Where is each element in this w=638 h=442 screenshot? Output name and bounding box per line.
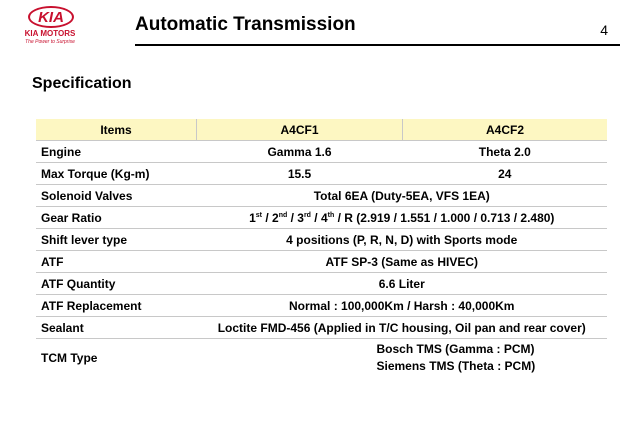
- cell-tcm: [197, 339, 608, 378]
- header-a4cf1: A4CF1: [197, 119, 403, 141]
- gear-1-suffix: st: [255, 211, 262, 219]
- gear-4-suffix: th: [327, 211, 335, 219]
- cell-gear-ratio: 1st / 2nd / 3rd / 4th / R (2.919 / 1.551 / 1.000 / 0.713 / 2.480): [197, 207, 608, 229]
- cell-shared: ATF SP-3 (Same as HIVEC): [197, 251, 608, 273]
- kia-tagline: The Power to Surprise: [25, 39, 75, 45]
- gear-3-suffix: rd: [303, 211, 311, 219]
- cell-shared: Normal : 100,000Km / Harsh : 40,000Km: [197, 295, 608, 317]
- cell-a4cf2: Theta 2.0: [403, 141, 608, 163]
- cell-shared: Loctite FMD-456 (Applied in T/C housing, Oil pan and rear cover): [197, 317, 608, 339]
- row-label: Max Torque (Kg-m): [36, 163, 197, 185]
- cell-a4cf2: 24: [403, 163, 608, 185]
- table-header-row: [36, 119, 607, 141]
- section-title: Specification: [32, 75, 132, 92]
- cell-a4cf1: 15.5: [197, 163, 403, 185]
- slide-title: Automatic Transmission: [135, 14, 356, 35]
- page-number: 4: [600, 22, 608, 38]
- kia-oval-emblem: [28, 6, 74, 28]
- row-label: ATF: [36, 251, 197, 273]
- gear-1: 1: [249, 210, 256, 225]
- table-row: [36, 273, 607, 295]
- table-row: [36, 339, 607, 378]
- gear-2: 2: [272, 210, 279, 225]
- cell-shared: 6.6 Liter: [197, 273, 608, 295]
- row-label: Shift lever type: [36, 229, 197, 251]
- table-row: [36, 141, 607, 163]
- table-row: [36, 163, 607, 185]
- kia-logo: [10, 6, 90, 46]
- kia-logo-text: KIA: [38, 8, 64, 26]
- row-label: Sealant: [36, 317, 197, 339]
- header-a4cf2: A4CF2: [403, 119, 608, 141]
- table-row: [36, 185, 607, 207]
- row-label: Engine: [36, 141, 197, 163]
- table-row: [36, 295, 607, 317]
- title-underline: [135, 44, 620, 46]
- tcm-line-1: Bosch TMS (Gamma : PCM): [376, 342, 535, 356]
- cell-shared: 4 positions (P, R, N, D) with Sports mode: [197, 229, 608, 251]
- cell-a4cf1: Gamma 1.6: [197, 141, 403, 163]
- gear-2-suffix: nd: [278, 211, 288, 219]
- spec-table: [36, 119, 607, 377]
- table-row: [36, 207, 607, 229]
- gear-3: 3: [297, 210, 304, 225]
- table-row: [36, 229, 607, 251]
- tcm-line-2: Siemens TMS (Theta : PCM): [376, 359, 536, 373]
- table-row: [36, 251, 607, 273]
- gear-ratio-values: / R (2.919 / 1.551 / 1.000 / 0.713 / 2.480): [334, 210, 555, 225]
- row-label: TCM Type: [41, 351, 98, 365]
- row-label: ATF Quantity: [36, 273, 197, 295]
- header-items: Items: [36, 119, 197, 141]
- row-label: Gear Ratio: [36, 207, 197, 229]
- table-row: [36, 317, 607, 339]
- gear-4: 4: [320, 210, 328, 225]
- cell-shared: Total 6EA (Duty-5EA, VFS 1EA): [197, 185, 608, 207]
- row-label: ATF Replacement: [36, 295, 197, 317]
- kia-motors-text: KIA MOTORS: [24, 29, 76, 38]
- row-label: Solenoid Valves: [36, 185, 197, 207]
